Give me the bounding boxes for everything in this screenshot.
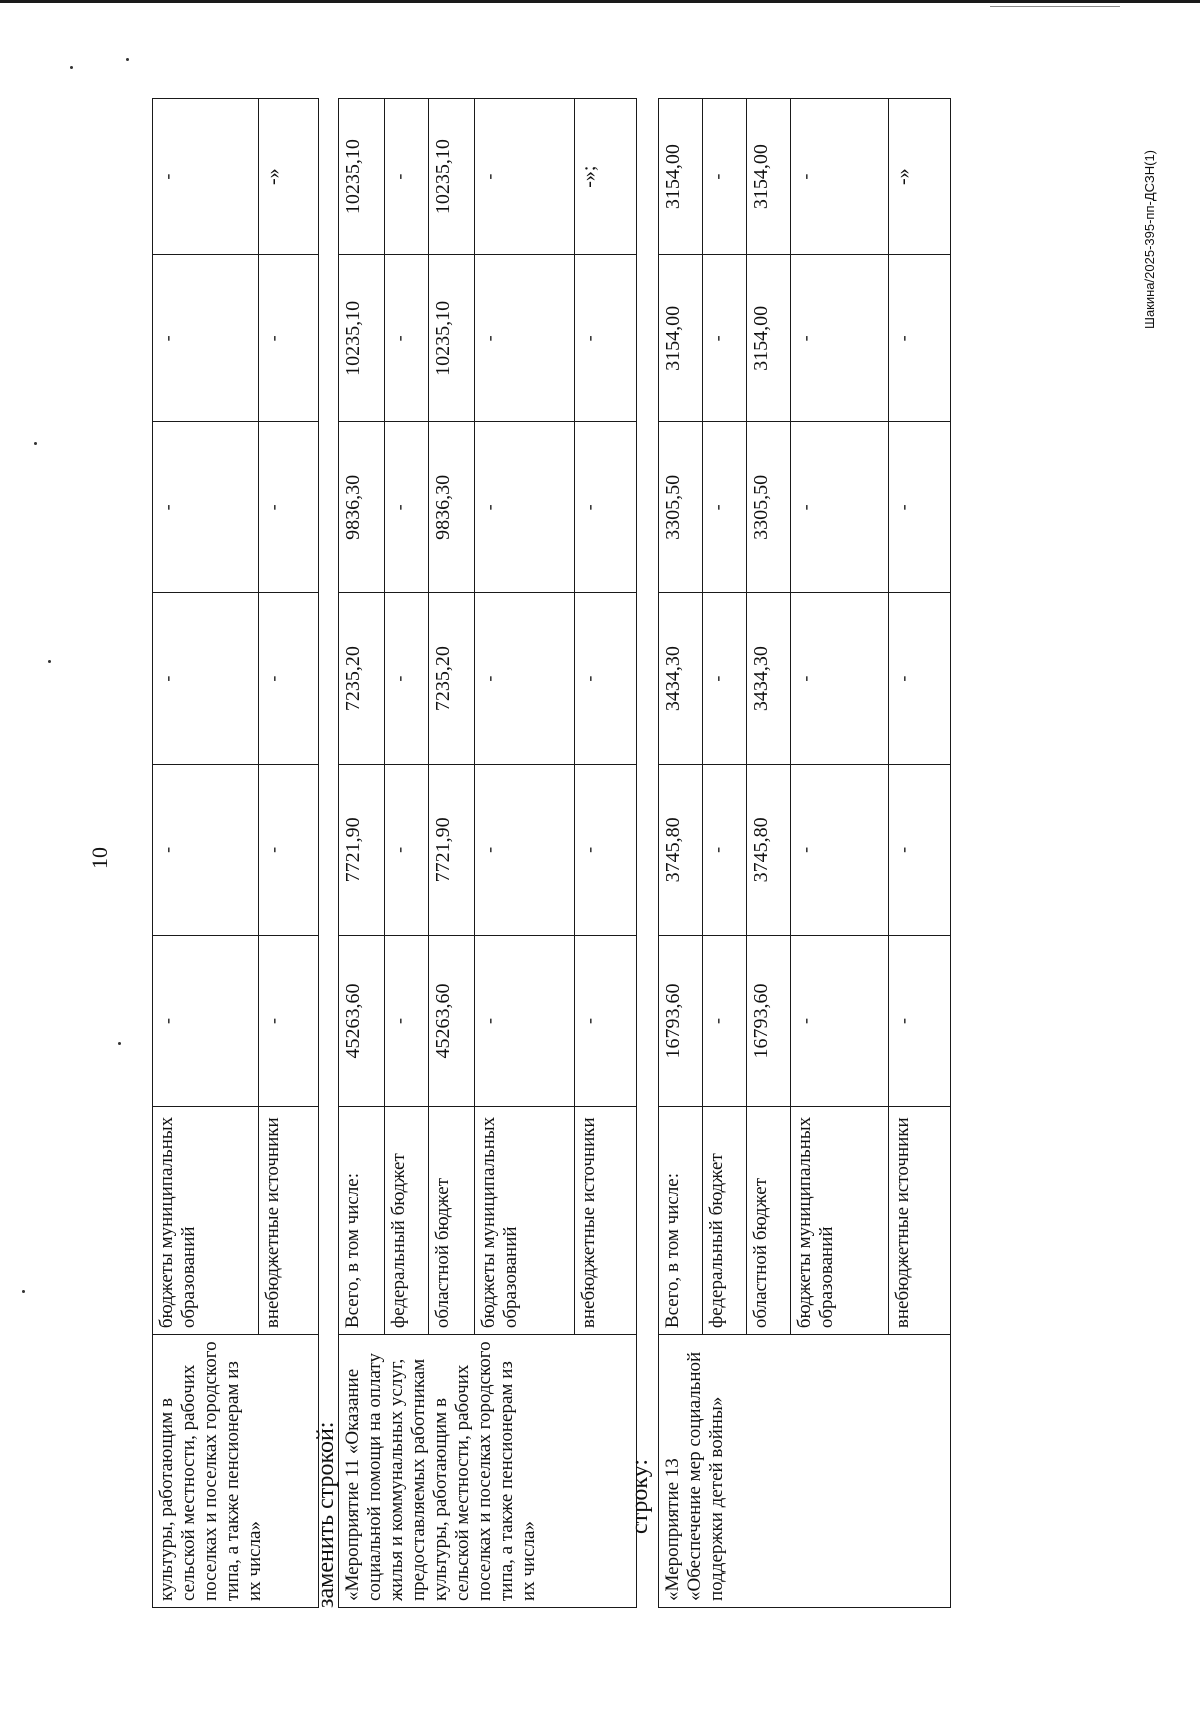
value-cell: - [575, 422, 637, 593]
value-cell: - [475, 255, 575, 422]
instruction-row: строку: [627, 1458, 653, 1534]
table-row [153, 99, 259, 1608]
measure-name-cell: «Мероприятие 11 «Оказание социальной помощи на оплату жилья и коммунальных услуг, предоставляемых работникам культуры, работающим в сельской местности, рабочих поселках и поселках городского типа, а также пенсионерам из их числа» [339, 1335, 637, 1608]
value-cell: - [259, 422, 319, 593]
scan-speck [48, 660, 51, 663]
value-cell: - [259, 593, 319, 764]
table-row [659, 99, 703, 1608]
footer-code-text: Шакина/2025-395-пп-ДСЗН(1) [1142, 150, 1157, 329]
value-cell: 3305,50 [659, 422, 703, 593]
value-cell: 16793,60 [747, 935, 791, 1106]
value-cell: - [259, 764, 319, 935]
value-cell: 3434,30 [747, 593, 791, 764]
value-cell: 7235,20 [429, 593, 475, 764]
value-cell: - [153, 935, 259, 1106]
value-cell: 9836,30 [339, 422, 385, 593]
value-cell: 9836,30 [429, 422, 475, 593]
value-cell: - [153, 422, 259, 593]
table-continuation [152, 98, 319, 1608]
source-cell: бюджеты муниципальных образований [791, 1107, 889, 1335]
scan-speck [34, 442, 37, 445]
value-cell: 10235,10 [339, 255, 385, 422]
value-cell: - [385, 422, 429, 593]
source-cell: Всего, в том числе: [659, 1107, 703, 1335]
scan-speck [126, 58, 129, 61]
source-cell: внебюджетные источники [889, 1107, 951, 1335]
value-cell: - [153, 99, 259, 255]
value-cell-closing: -» [889, 99, 951, 255]
value-cell: - [385, 99, 429, 255]
value-cell: - [791, 593, 889, 764]
value-cell: - [791, 764, 889, 935]
value-cell: - [575, 764, 637, 935]
value-cell: 16793,60 [659, 935, 703, 1106]
source-cell: бюджеты муниципальных образований [475, 1107, 575, 1335]
value-cell: - [703, 593, 747, 764]
source-cell: областной бюджет [747, 1107, 791, 1335]
value-cell: - [385, 255, 429, 422]
source-cell: бюджеты муниципальных образований [153, 1107, 259, 1335]
value-cell: - [259, 255, 319, 422]
scan-speck [118, 1042, 121, 1045]
source-cell: Всего, в том числе: [339, 1107, 385, 1335]
value-cell: 3154,00 [747, 255, 791, 422]
value-cell-closing: -» [259, 99, 319, 255]
measure-name-cell: культуры, работающим в сельской местности, рабочих поселках и поселках городского типа, а также пенсионерам из их числа» [153, 1335, 319, 1608]
value-cell: - [889, 935, 951, 1106]
source-cell: федеральный бюджет [703, 1107, 747, 1335]
measure-name-cell: «Мероприятие 13 «Обеспечение мер социальной поддержки детей войны» [659, 1335, 951, 1608]
source-cell: внебюджетные источники [575, 1107, 637, 1335]
value-cell: 3154,00 [747, 99, 791, 255]
scan-speck [70, 66, 73, 69]
value-cell: - [259, 935, 319, 1106]
value-cell: - [889, 422, 951, 593]
value-cell: - [791, 422, 889, 593]
value-cell: 3434,30 [659, 593, 703, 764]
source-cell: областной бюджет [429, 1107, 475, 1335]
value-cell: - [475, 422, 575, 593]
value-cell: - [153, 593, 259, 764]
value-cell: 7235,20 [339, 593, 385, 764]
value-cell: - [703, 99, 747, 255]
value-cell: - [703, 935, 747, 1106]
value-cell: - [703, 764, 747, 935]
value-cell: 3154,00 [659, 255, 703, 422]
value-cell: 3154,00 [659, 99, 703, 255]
value-cell: - [153, 764, 259, 935]
value-cell: - [575, 255, 637, 422]
scan-top-border-fragment [990, 6, 1120, 7]
source-cell: внебюджетные источники [259, 1107, 319, 1335]
value-cell: - [575, 935, 637, 1106]
value-cell-closing: -»; [575, 99, 637, 255]
value-cell: - [703, 422, 747, 593]
value-cell: 3745,80 [747, 764, 791, 935]
value-cell: - [153, 255, 259, 422]
value-cell: - [791, 255, 889, 422]
table-measure-11 [338, 98, 637, 1608]
value-cell: - [385, 593, 429, 764]
value-cell: - [791, 99, 889, 255]
value-cell: - [889, 255, 951, 422]
value-cell: - [385, 935, 429, 1106]
value-cell: 10235,10 [429, 255, 475, 422]
value-cell: - [475, 593, 575, 764]
value-cell: - [475, 764, 575, 935]
value-cell: - [475, 99, 575, 255]
instruction-replace-with-row: заменить строкой: [313, 1421, 339, 1608]
value-cell: 7721,90 [429, 764, 475, 935]
scan-speck [22, 1290, 25, 1293]
value-cell: 45263,60 [339, 935, 385, 1106]
table-measure-13 [658, 98, 951, 1608]
table-row [339, 99, 385, 1608]
value-cell: 3745,80 [659, 764, 703, 935]
value-cell: - [889, 593, 951, 764]
value-cell: 10235,10 [339, 99, 385, 255]
value-cell: - [475, 935, 575, 1106]
value-cell: 3305,50 [747, 422, 791, 593]
value-cell: - [889, 764, 951, 935]
scan-top-border [0, 0, 1200, 3]
value-cell: - [703, 255, 747, 422]
page-number: 10 [87, 847, 112, 869]
value-cell: - [791, 935, 889, 1106]
value-cell: - [575, 593, 637, 764]
source-cell: федеральный бюджет [385, 1107, 429, 1335]
value-cell: 45263,60 [429, 935, 475, 1106]
value-cell: 7721,90 [339, 764, 385, 935]
value-cell: 10235,10 [429, 99, 475, 255]
value-cell: - [385, 764, 429, 935]
